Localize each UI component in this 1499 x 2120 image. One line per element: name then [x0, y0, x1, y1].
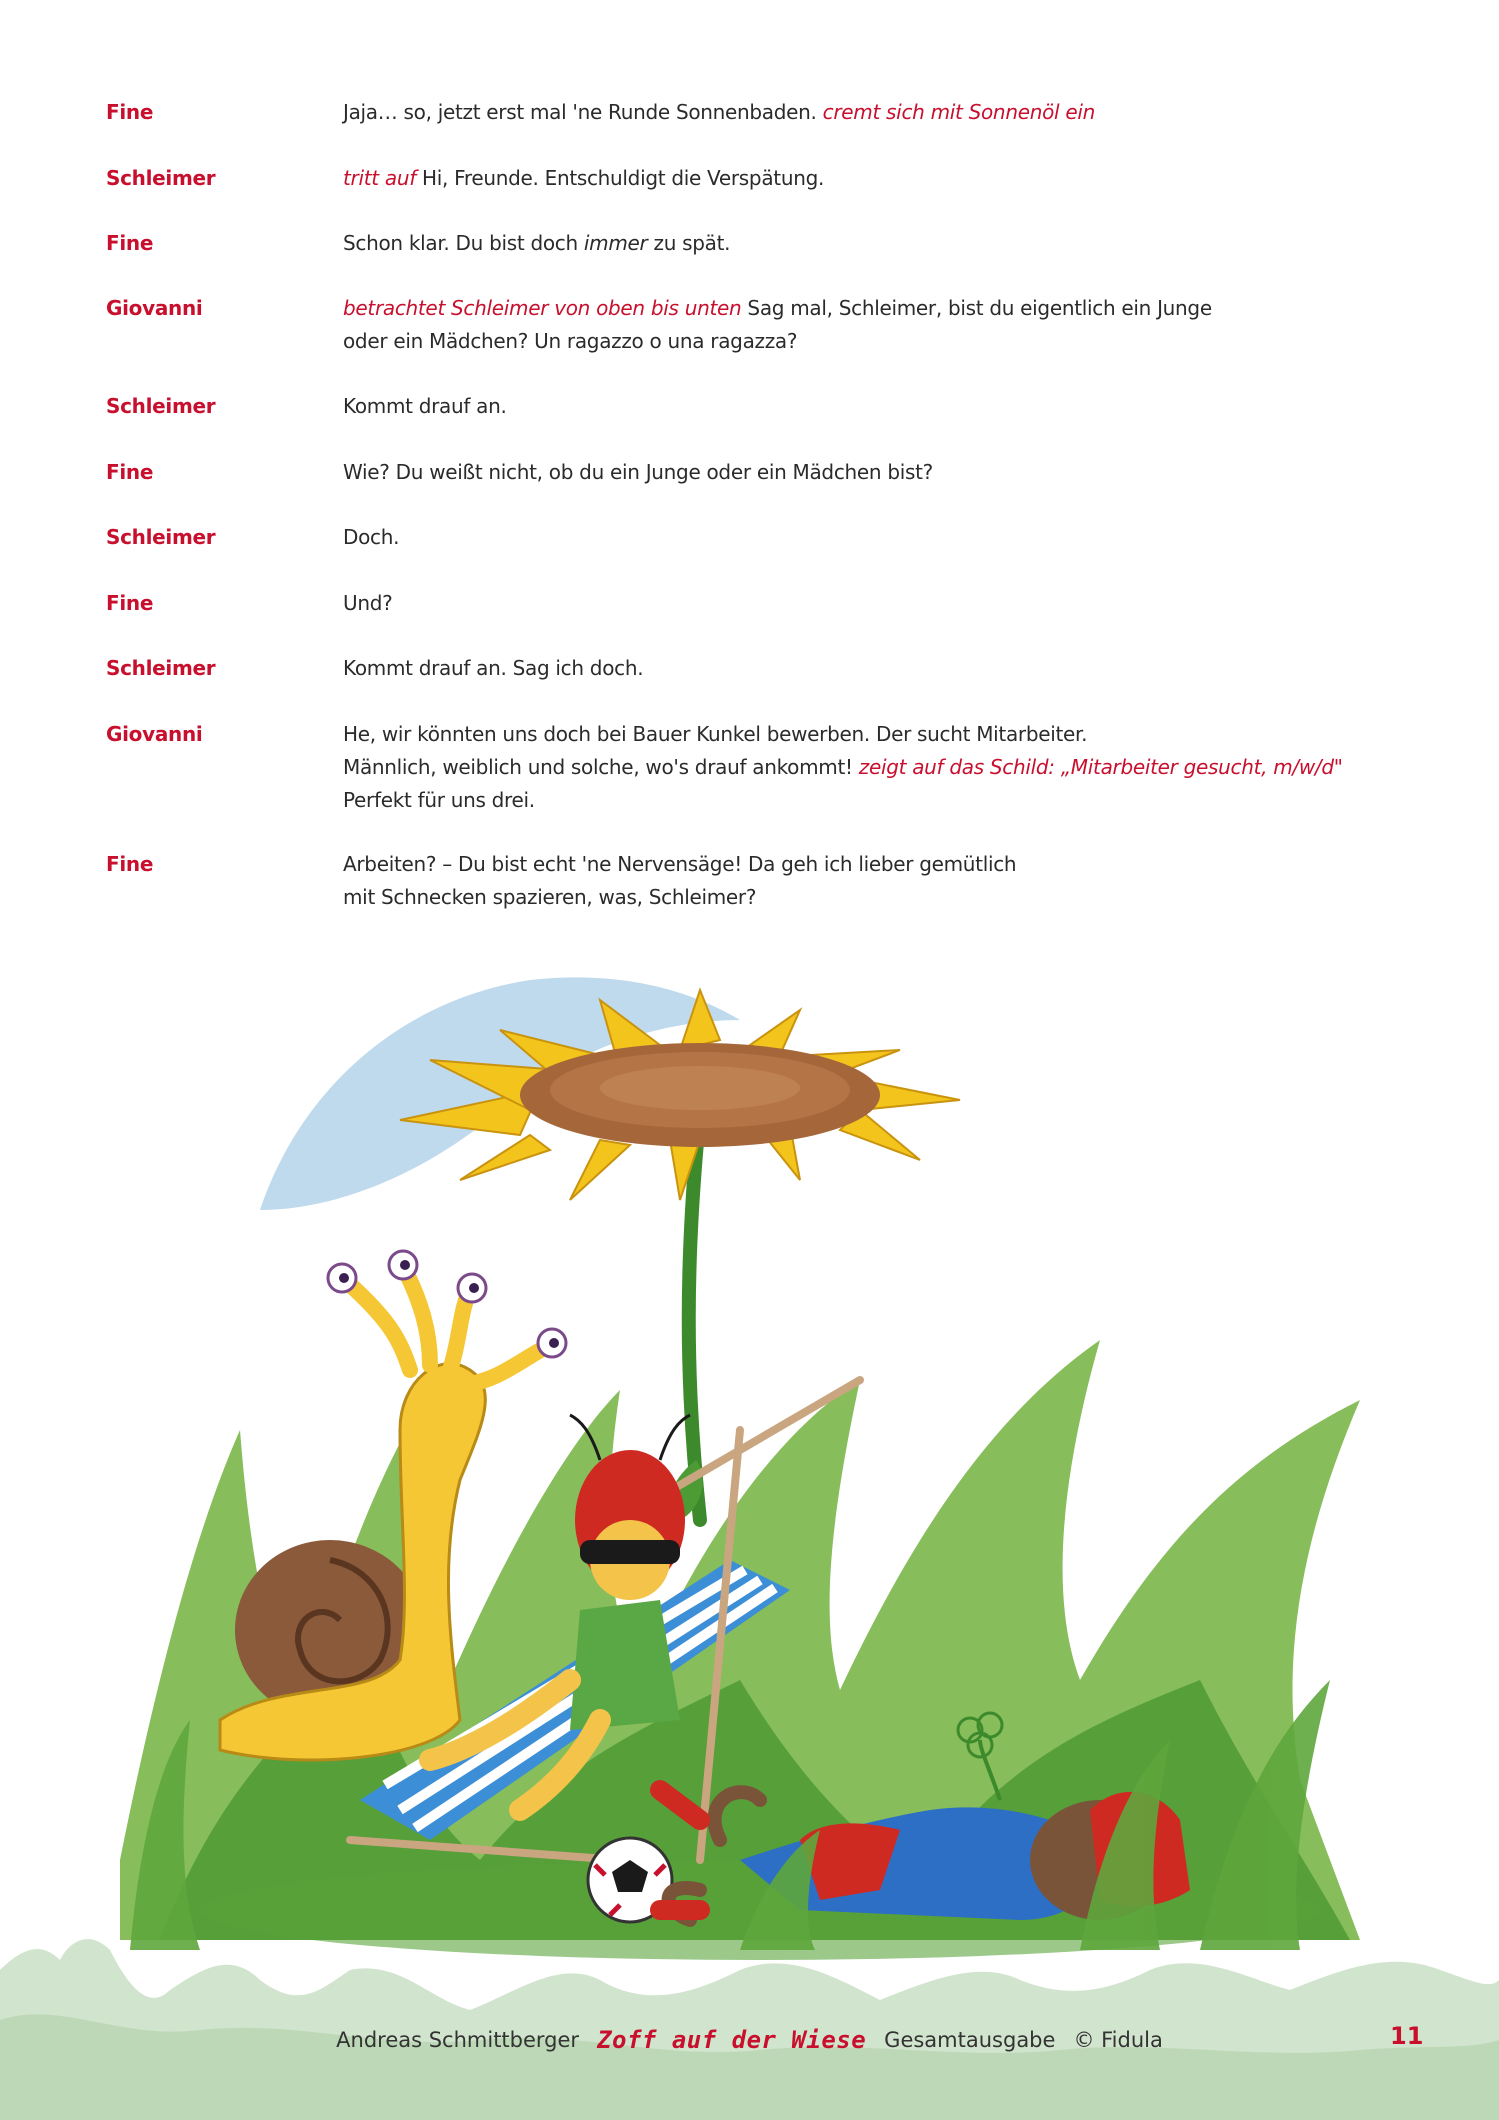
speech-segment: oder ein Mädchen? Un ragazzo o una ragazza? [343, 329, 798, 353]
speech-segment: Kommt drauf an. [343, 394, 507, 418]
speech-segment: Wie? Du weißt nicht, ob du ein Junge oder ein Mädchen bist? [343, 460, 933, 484]
dialogue-line [106, 96, 1406, 129]
dialogue-line [106, 652, 1406, 685]
footer-author: Andreas Schmittberger [336, 2028, 580, 2052]
dialogue-line [106, 587, 1406, 620]
speech-segment: mit Schnecken spazieren, was, Schleimer? [343, 885, 757, 909]
speech-text [343, 718, 1406, 817]
speech-text [343, 521, 1406, 554]
speech-text [343, 292, 1406, 358]
speech-text [343, 227, 1406, 260]
stage-direction: betrachtet Schleimer von oben bis unten [343, 296, 742, 320]
speech-text [343, 456, 1406, 489]
speech-segment: Sag mal, Schleimer, bist du eigentlich ein Junge [741, 296, 1212, 320]
stage-direction: cremt sich mit Sonnenöl ein [822, 100, 1095, 124]
dialogue-line [106, 162, 1406, 195]
speaker-name: Fine [106, 460, 154, 484]
speech-text [343, 390, 1406, 423]
speech-segment: Männlich, weiblich und solche, wo's drauf ankommt! [343, 755, 859, 779]
speech-segment: Kommt drauf an. Sag ich doch. [343, 656, 644, 680]
speaker-name: Fine [106, 852, 154, 876]
speech-text [343, 652, 1406, 685]
emphasized-text: immer [583, 231, 648, 255]
dialogue-line [106, 227, 1406, 260]
dialogue-line [106, 521, 1406, 554]
sunbathing-illustration [100, 960, 1400, 1970]
footer-publisher: © Fidula [1073, 2028, 1163, 2052]
dialogue-line [106, 390, 1406, 423]
speech-text [343, 587, 1406, 620]
speech-text [343, 848, 1406, 914]
speech-segment: Perfekt für uns drei. [343, 788, 535, 812]
dialogue-line [106, 292, 1406, 358]
speaker-name: Fine [106, 231, 154, 255]
dialogue-line [106, 718, 1406, 817]
speech-segment: Schon klar. Du bist doch [343, 231, 584, 255]
speaker-name: Fine [106, 591, 154, 615]
speaker-name: Schleimer [106, 394, 216, 418]
stage-direction: tritt auf [343, 166, 416, 190]
speech-segment: Doch. [343, 525, 400, 549]
page-number: 11 [1390, 2022, 1424, 2050]
speech-segment: He, wir könnten uns doch bei Bauer Kunkel bewerben. Der sucht Mitarbeiter. [343, 722, 1088, 746]
speaker-name: Schleimer [106, 656, 216, 680]
speech-segment: zu spät. [647, 231, 731, 255]
speech-segment: Jaja… so, jetzt erst mal 'ne Runde Sonnenbaden. [343, 100, 823, 124]
speaker-name: Fine [106, 100, 154, 124]
stage-direction: zeigt auf das Schild: „Mitarbeiter gesucht, m/w/d" [858, 755, 1343, 779]
speaker-name: Giovanni [106, 296, 203, 320]
footer-edition: Gesamtausgabe [884, 2028, 1056, 2052]
footer-title: Zoff auf der Wiese [597, 2026, 867, 2054]
speech-text [343, 96, 1406, 129]
speech-segment: Hi, Freunde. Entschuldigt die Verspätung. [415, 166, 825, 190]
page-footer [0, 2020, 1499, 2060]
speaker-name: Giovanni [106, 722, 203, 746]
dialogue-line [106, 848, 1406, 914]
speech-text [343, 162, 1406, 195]
speaker-name: Schleimer [106, 525, 216, 549]
dialogue-line [106, 456, 1406, 489]
speech-segment: Und? [343, 591, 393, 615]
speaker-name: Schleimer [106, 166, 216, 190]
speech-segment: Arbeiten? – Du bist echt 'ne Nervensäge! Da geh ich lieber gemütlich [343, 852, 1017, 876]
